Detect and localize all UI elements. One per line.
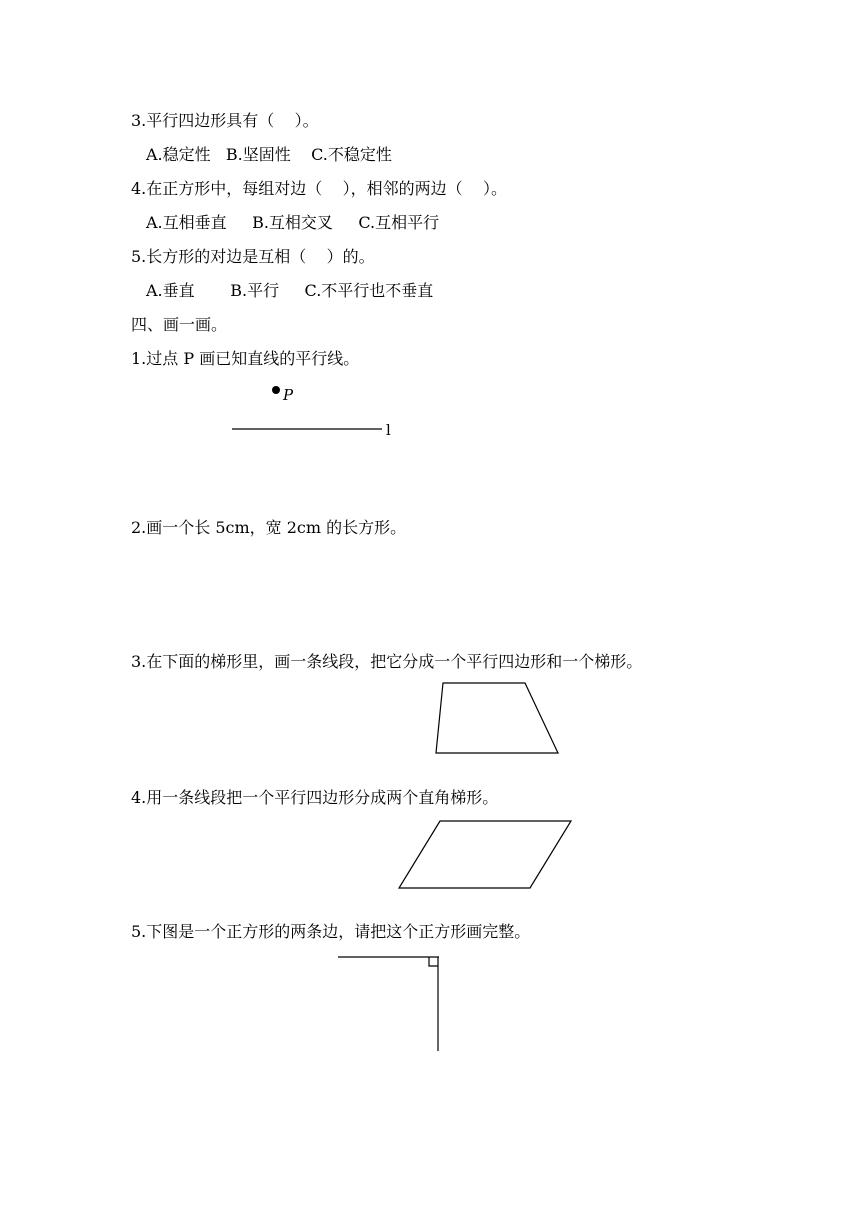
section-heading-draw: 四、画一画。: [131, 315, 228, 334]
question-3-options: A.稳定性 B.坚固性 C.不稳定性: [146, 145, 392, 164]
given-line-label: l: [386, 421, 391, 439]
question-5-options: A.垂直 B.平行 C.不平行也不垂直: [146, 281, 434, 300]
question-4-options: A.互相垂直 B.互相交叉 C.互相平行: [146, 213, 440, 232]
question-4: 4.在正方形中，每组对边（ ），相邻的两边（ ）。: [131, 179, 507, 198]
draw-item-5: 5.下图是一个正方形的两条边，请把这个正方形画完整。: [131, 922, 531, 941]
point-p: [272, 386, 280, 394]
draw-item-1: 1.过点 P 画已知直线的平行线。: [131, 349, 360, 368]
trapezoid-figure: [430, 678, 570, 758]
parallelogram-figure: [390, 815, 580, 895]
trapezoid-shape: [436, 683, 558, 753]
draw-item-2: 2.画一个长 5cm，宽 2cm 的长方形。: [131, 518, 407, 537]
parallel-line-figure: [220, 378, 420, 448]
draw-item-4: 4.用一条线段把一个平行四边形分成两个直角梯形。: [131, 788, 499, 807]
question-3: 3.平行四边形具有（ ）。: [131, 111, 319, 130]
point-p-label: P: [283, 386, 294, 404]
right-angle-mark: [429, 957, 438, 966]
question-5: 5.长方形的对边是互相（ ）的。: [131, 247, 375, 266]
square-sides-figure: [330, 950, 450, 1060]
parallelogram-shape: [399, 821, 571, 888]
draw-item-3: 3.在下面的梯形里，画一条线段，把它分成一个平行四边形和一个梯形。: [131, 652, 643, 671]
